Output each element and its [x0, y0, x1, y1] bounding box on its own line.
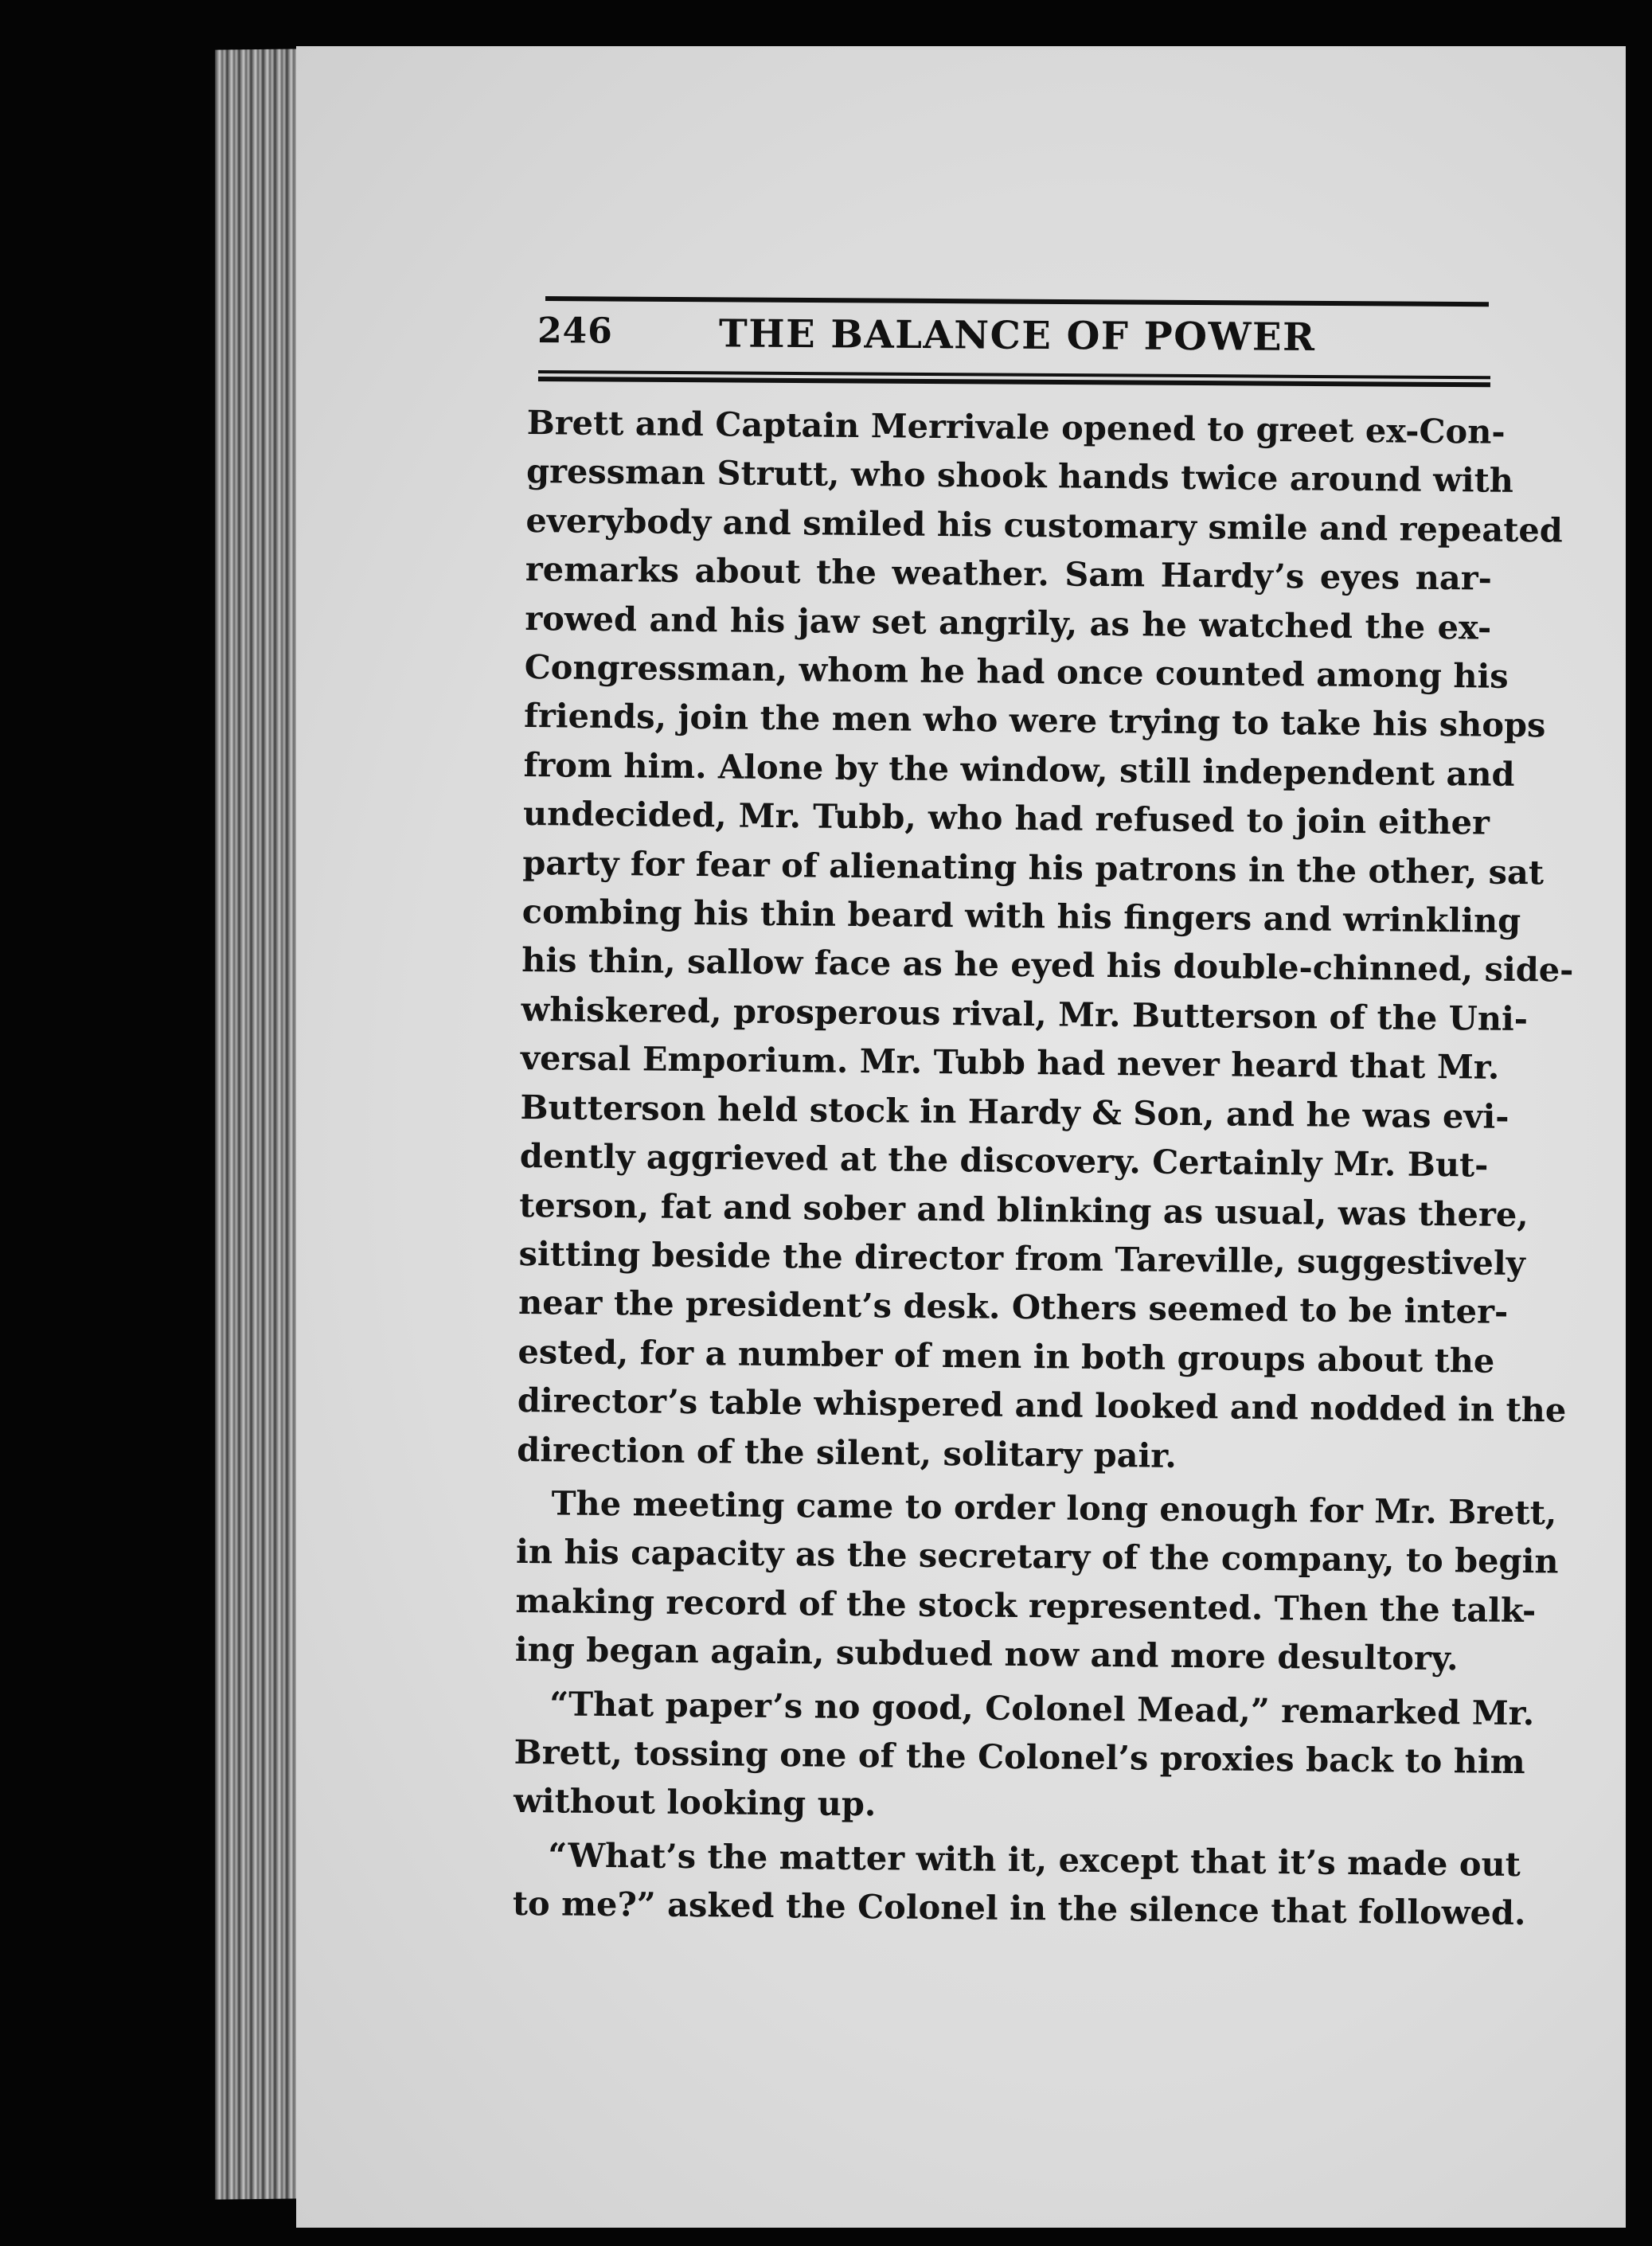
text-line: director’s table whispered and looked and nodded in the: [517, 1381, 1567, 1430]
running-header: [537, 311, 1489, 364]
text-line: terson, fat and sober and blinking as usual, was there,: [519, 1185, 1529, 1234]
book-page-edges: [215, 49, 303, 2199]
text-line: Brett and Captain Merrivale opened to greet ex-Con-: [526, 402, 1506, 451]
paragraph: [513, 1678, 1535, 1834]
paragraph: [514, 1478, 1559, 1683]
text-line: making record of the stock represented. Then the talk-: [515, 1580, 1537, 1630]
text-line: Brett, tossing one of the Colonel’s proxies back to him: [514, 1732, 1525, 1782]
text-line: friends, join the men who were trying to take his shops: [523, 696, 1546, 745]
running-title: THE BALANCE OF POWER: [718, 311, 1316, 360]
text-line: his thin, sallow face as he eyed his double-chinned, side-: [521, 940, 1574, 990]
text-line: to me?” asked the Colonel in the silence that followed.: [512, 1884, 1526, 1933]
text-line: versal Emporium. Mr. Tubb had never heard that Mr.: [520, 1038, 1500, 1088]
text-line: in his capacity as the secretary of the company, to begin: [515, 1532, 1559, 1581]
text-line: “What’s the matter with it, except that it’s made out: [548, 1835, 1521, 1884]
page-number: 246: [537, 311, 614, 352]
text-line: “That paper’s no good, Colonel Mead,” remarked Mr.: [549, 1683, 1535, 1732]
text-line: remarks about the weather. Sam Hardy’s eyes nar-: [525, 549, 1493, 598]
text-line: sitting beside the director from Tareville, suggestively: [518, 1233, 1526, 1283]
paragraph: [512, 1830, 1526, 1937]
text-line: without looking up.: [513, 1781, 877, 1824]
text-line: Congressman, whom he had once counted among his: [524, 647, 1509, 696]
text-line: party for fear of alienating his patrons in the other, sat: [522, 842, 1545, 892]
text-line: dently aggrieved at the discovery. Certainly Mr. But-: [519, 1136, 1489, 1185]
text-line: direction of the silent, solitary pair.: [517, 1429, 1177, 1475]
text-line: The meeting came to order long enough for Mr. Brett,: [551, 1483, 1557, 1533]
text-line: combing his thin beard with his fingers and wrinkling: [521, 892, 1521, 941]
text-line: gressman Strutt, who shook hands twice around with: [525, 451, 1514, 501]
body-text: [512, 398, 1574, 1937]
text-line: ing began again, subdued now and more desultory.: [514, 1630, 1459, 1678]
text-line: from him. Alone by the window, still independent and: [523, 744, 1515, 794]
text-line: ested, for a number of men in both groups about the: [517, 1331, 1495, 1381]
text-line: Butterson held stock in Hardy & Son, and he was evi-: [520, 1087, 1509, 1136]
text-line: rowed and his jaw set angrily, as he watched the ex-: [525, 598, 1492, 647]
text-line: everybody and smiled his customary smile and repeated: [525, 500, 1564, 550]
text-line: whiskered, prosperous rival, Mr. Butterson of the Uni-: [521, 989, 1529, 1038]
paragraph: [517, 398, 1574, 1483]
text-line: near the president’s desk. Others seemed to be inter-: [517, 1283, 1509, 1332]
text-line: undecided, Mr. Tubb, who had refused to join either: [522, 794, 1490, 842]
